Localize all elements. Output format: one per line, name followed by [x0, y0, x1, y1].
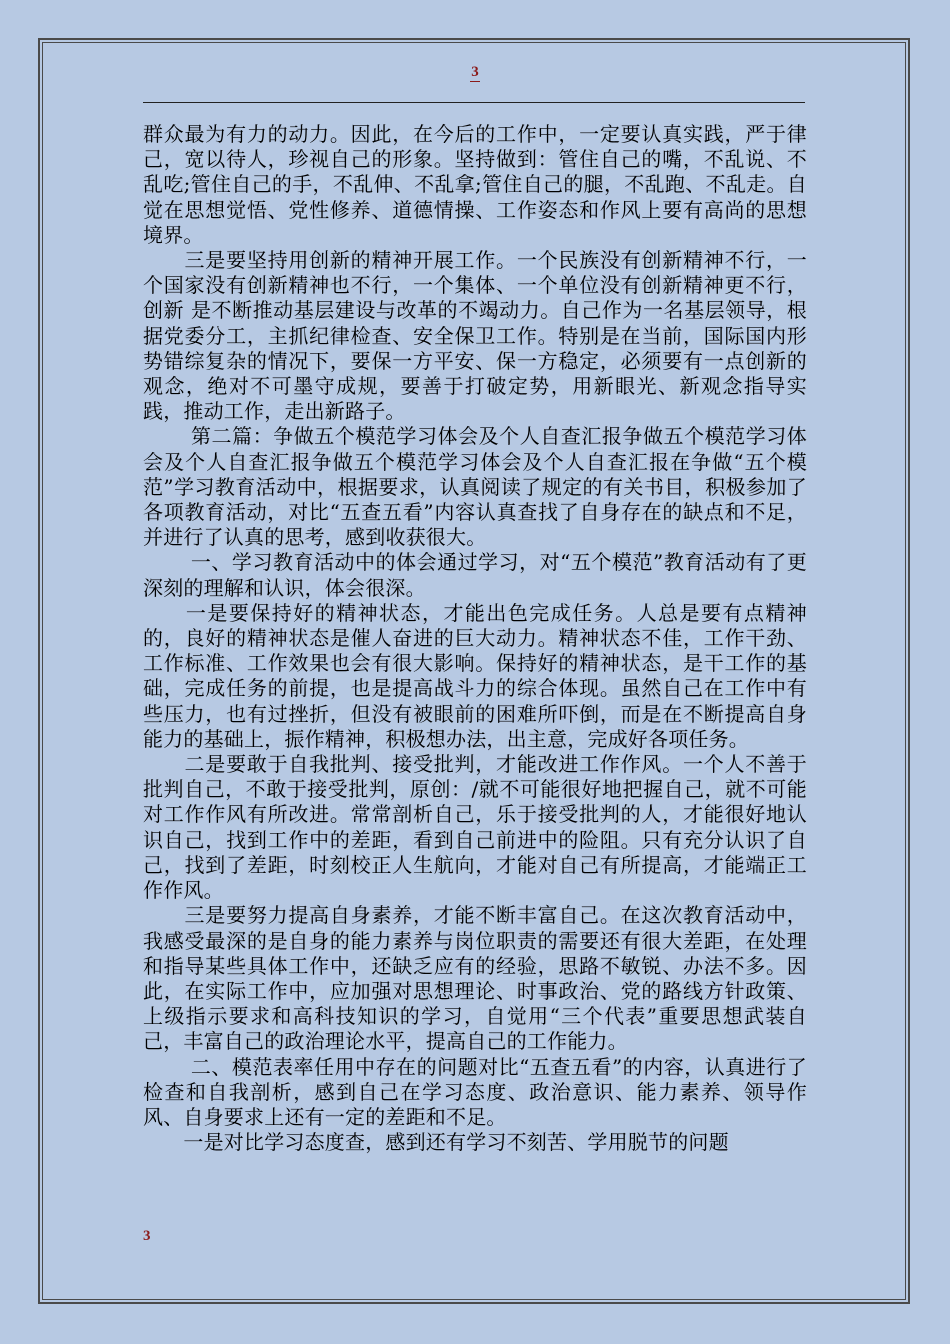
- paragraph: 第二篇：争做五个模范学习体会及个人自查汇报争做五个模范学习体会及个人自查汇报争做五个模范学习体会及个人自查汇报在争做“五个模范”学习教育活动中，根据要求，认真阅读了规定的有关书目，积极参加了各项教育活动，对比“五查五看”内容认真查找了自身存在的缺点和不足，并进行了认真的思考，感到收获很大。: [143, 424, 807, 550]
- paragraph: 一、学习教育活动中的体会通过学习，对“五个模范”教育活动有了更深刻的理解和认识，体会很深。: [143, 550, 807, 600]
- document-body: [143, 122, 807, 1155]
- header-rule: [143, 102, 805, 103]
- header-page-number-text: 3: [471, 64, 479, 80]
- paragraph: 一是要保持好的精神状态，才能出色完成任务。人总是要有点精神的，良好的精神状态是催人奋进的巨大动力。精神状态不佳，工作干劲、工作标准、工作效果也会有很大影响。保持好的精神状态，是干工作的基础，完成任务的前提，也是提高战斗力的综合体现。虽然自己在工作中有些压力，也有过挫折，但没有被眼前的困难所吓倒，而是在不断提高自身能力的基础上，振作精神，积极想办法，出主意，完成好各项任务。: [143, 600, 807, 751]
- paragraph: 三是要努力提高自身素养，才能不断丰富自己。在这次教育活动中，我感受最深的是自身的能力素养与岗位职责的需要还有很大差距，在处理和指导某些具体工作中，还缺乏应有的经验，思路不敏锐、办法不多。因此，在实际工作中，应加强对思想理论、时事政治、党的路线方针政策、上级指示要求和高科技知识的学习，自觉用“三个代表”重要思想武装自己，丰富自己的政治理论水平，提高自己的工作能力。: [143, 903, 807, 1054]
- paragraph: 群众最为有力的动力。因此，在今后的工作中，一定要认真实践，严于律己，宽以待人，珍视自己的形象。坚持做到：管住自己的嘴，不乱说、不乱吃;管住自己的手，不乱伸、不乱拿;管住自己的腿，不乱跑、不乱走。自觉在思想觉悟、党性修养、道德情操、工作姿态和作风上要有高尚的思想境界。: [143, 122, 807, 247]
- paragraph: 三是要坚持用创新的精神开展工作。一个民族没有创新精神不行，一个国家没有创新精神也不行，一个集体、一个单位没有创新精神更不行， 创新 是不断推动基层建设与改革的不竭动力。自己作为一名基层领导，根据党委分工，主抓纪律检查、安全保卫工作。特别是在当前，国际国内形势错综复杂的情况下，要保一方平安、保一方稳定，必须要有一点创新的观念，绝对不可墨守成规，要善于打破定势，用新眼光、新观念指导实践，推动工作，走出新路子。: [143, 248, 807, 424]
- paragraph: 一是对比学习态度查，感到还有学习不刻苦、学用脱节的问题: [143, 1130, 729, 1155]
- paragraph: 二、模范表率任用中存在的问题对比“五查五看”的内容，认真进行了检查和自我剖析，感到自己在学习态度、政治意识、能力素养、领导作风、自身要求上还有一定的差距和不足。: [143, 1054, 807, 1129]
- paragraph: 二是要敢于自我批判、接受批判，才能改进工作作风。一个人不善于批判自己，不敢于接受批判，原创：/就不可能很好地把握自己，就不可能对工作作风有所改进。常常剖析自己，乐于接受批判的人，才能很好地认识自己，找到工作中的差距，看到自己前进中的险阻。只有充分认识了自己，找到了差距，时刻校正人生航向，才能对自己有所提高，才能端正工作作风。: [143, 752, 807, 903]
- footer-page-number: 3: [143, 1228, 151, 1244]
- header-page-number: [0, 64, 950, 81]
